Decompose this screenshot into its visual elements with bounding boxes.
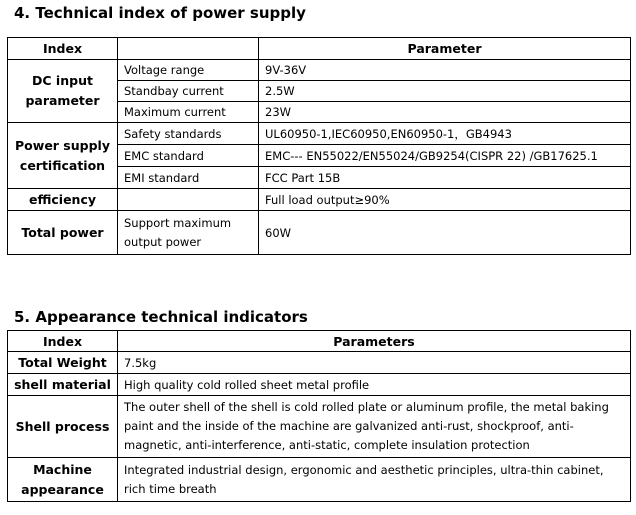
table-row (8, 211, 631, 255)
param-name: EMI standard (118, 167, 259, 189)
param-name: Voltage range (118, 60, 259, 81)
param-value: 7.5kg (118, 352, 631, 374)
index-cell: Shell process (8, 396, 118, 458)
param-name (118, 189, 259, 211)
table-row (8, 60, 631, 81)
param-value: UL60950-1,IEC60950,EN60950-1，GB4943 (259, 123, 631, 145)
table-row (8, 458, 631, 502)
param-name: Maximum current (118, 102, 259, 123)
appearance-table (7, 330, 631, 502)
header-empty (118, 38, 259, 60)
table-row (8, 396, 631, 458)
param-name: Safety standards (118, 123, 259, 145)
header-parameters: Parameters (118, 331, 631, 352)
param-value: Integrated industrial design, ergonomic and aesthetic principles, ultra-thin cabinet, rich time breath (118, 458, 631, 502)
index-cell: Machine appearance (8, 458, 118, 502)
power-supply-table (7, 37, 631, 255)
index-cell: DC input parameter (8, 60, 118, 123)
param-value: High quality cold rolled sheet metal profile (118, 374, 631, 396)
table-row (8, 352, 631, 374)
param-name: EMC standard (118, 145, 259, 167)
param-value: Full load output≥90% (259, 189, 631, 211)
param-name: Standbay current (118, 81, 259, 102)
param-value: 9V-36V (259, 60, 631, 81)
param-value: The outer shell of the shell is cold rolled plate or aluminum profile, the metal baking paint and the inside of the machine are galvanized anti-rust, shockproof, anti-magnetic, anti-interference, anti-static, complete insulation protection (118, 396, 631, 458)
table-row (8, 189, 631, 211)
index-cell: Total power (8, 211, 118, 255)
index-cell: efficiency (8, 189, 118, 211)
param-value: 23W (259, 102, 631, 123)
header-parameter: Parameter (259, 38, 631, 60)
index-cell: Total Weight (8, 352, 118, 374)
param-value: EMC--- EN55022/EN55024/GB9254(CISPR 22) /GB17625.1 (259, 145, 631, 167)
param-value: 2.5W (259, 81, 631, 102)
section-5-title: 5. Appearance technical indicators (14, 308, 308, 326)
table-header-row (8, 38, 631, 60)
param-value: FCC Part 15B (259, 167, 631, 189)
param-name: Support maximum output power (118, 211, 259, 255)
table-row (8, 123, 631, 145)
param-value: 60W (259, 211, 631, 255)
index-cell: Power supply certification (8, 123, 118, 189)
table-header-row (8, 331, 631, 352)
index-cell: shell material (8, 374, 118, 396)
header-index: Index (8, 331, 118, 352)
section-4-title: 4. Technical index of power supply (14, 4, 306, 22)
table-row (8, 374, 631, 396)
header-index: Index (8, 38, 118, 60)
